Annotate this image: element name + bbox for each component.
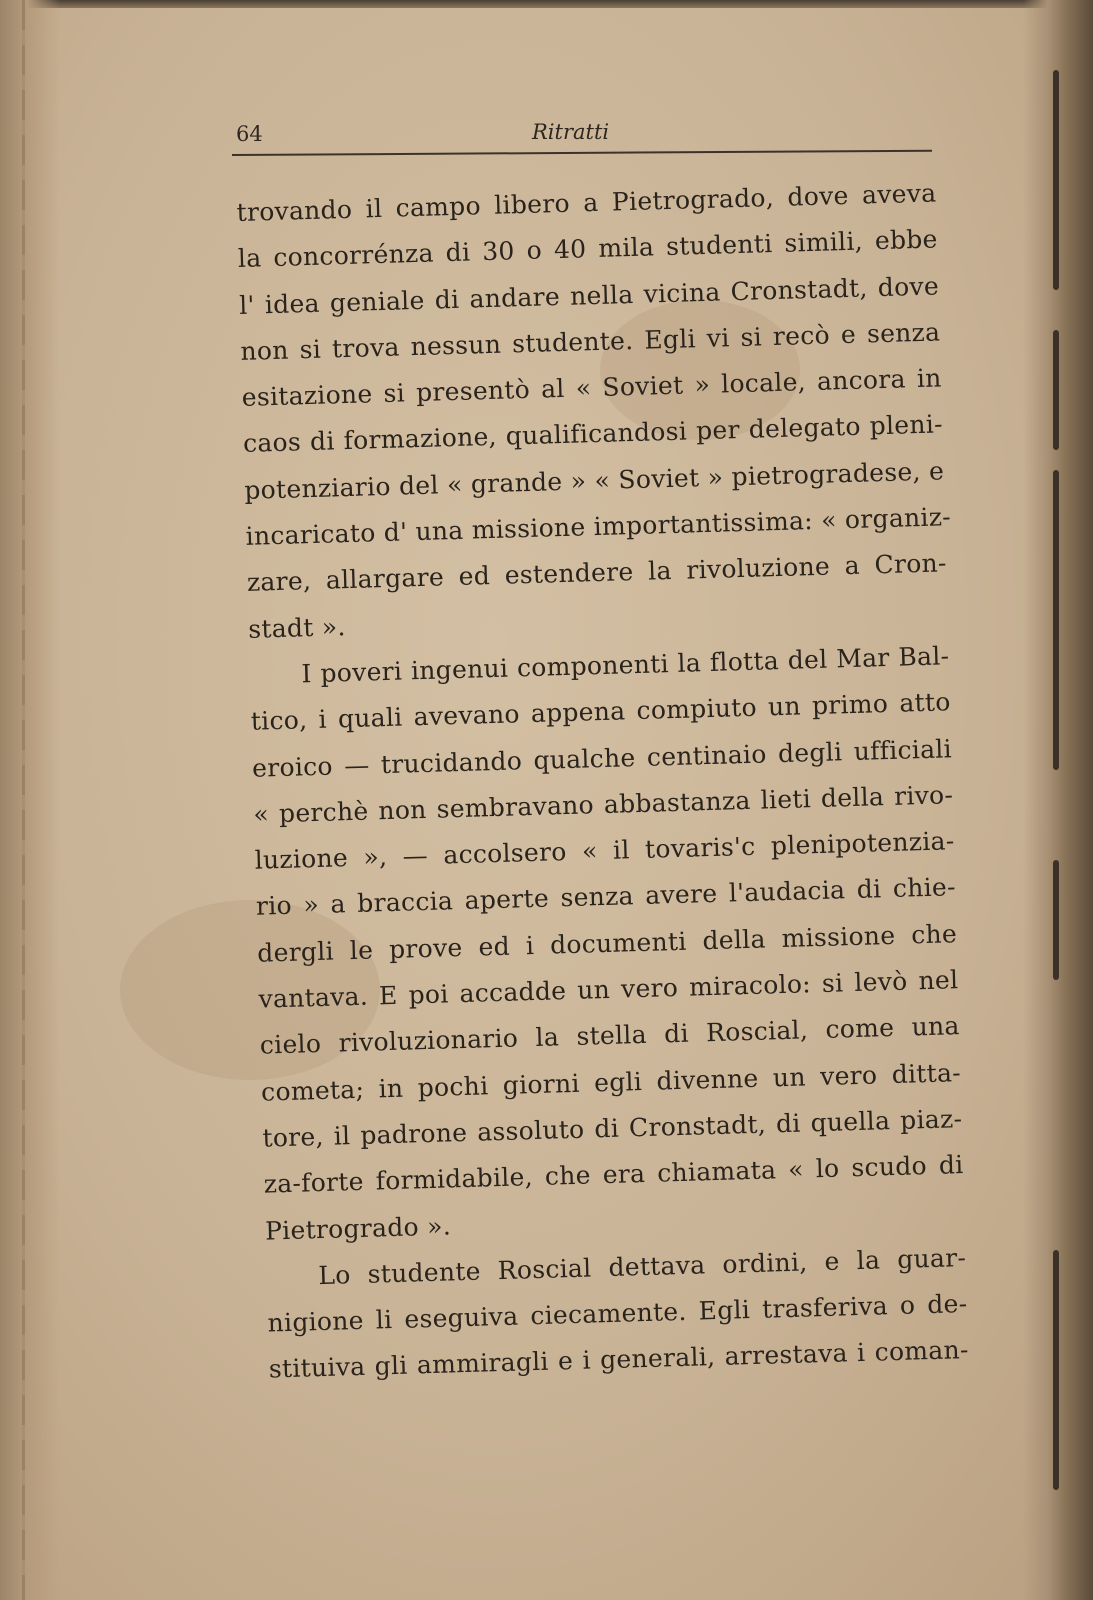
text-line: dergli le prove ed i documenti della missione che [256, 918, 958, 968]
text-line: I poveri ingenui componenti la flotta del Mar Bal- [301, 641, 950, 689]
page-torn-edge [1023, 0, 1093, 1600]
running-header [232, 118, 932, 158]
text-line: « perchè non sembravano abbastanza lieti della rivo- [253, 780, 954, 829]
tear-mark [1053, 470, 1059, 770]
running-title: Ritratti [532, 120, 610, 144]
text-line: eroico — trucidando qualche centinaio degli ufficiali [251, 733, 953, 783]
text-line: trovando il campo libero a Pietrogrado, dove aveva [236, 178, 937, 227]
text-line: incaricato d' una missione importantissima: « organiz- [245, 502, 952, 551]
text-line: l' idea geniale di andare nella vicina Cronstadt, dove [238, 271, 940, 320]
header-rule [232, 150, 932, 156]
text-line: tore, il padrone assoluto di Cronstadt, di quella piaz- [262, 1104, 963, 1153]
tear-mark [1053, 1250, 1059, 1490]
text-line: nigione li eseguiva ciecamente. Egli trasferiva o de- [267, 1289, 968, 1338]
text-line: zare, allargare ed estendere la rivoluzione a Cron- [246, 548, 948, 598]
text-line: za-forte formidabile, che era chiamata « lo scudo di [263, 1150, 964, 1199]
text-line: luzione », — accolsero « il tovaris'c plenipotenzia- [254, 826, 955, 875]
text-line: Lo studente Roscial dettava ordini, e la guar- [317, 1242, 967, 1290]
text-line: esitazione si presentò al « Soviet » locale, ancora in [241, 363, 942, 413]
tear-mark [1053, 70, 1059, 290]
text-line: tico, i quali avevano appena compiuto un primo atto [250, 687, 951, 737]
text-line: rio » a braccia aperte senza avere l'audacia di chie- [255, 872, 957, 922]
text-line: caos di formazione, qualificandosi per delegato pleni- [242, 409, 944, 459]
text-line: stadt ». [247, 611, 347, 644]
page-number: 64 [236, 122, 263, 146]
binding-stitch-line [22, 0, 25, 1600]
text-line: non si trova nessun studente. Egli vi si recò e senza [240, 317, 941, 366]
text-line: cielo rivoluzionario la stella di Roscial, come una [259, 1011, 961, 1061]
tear-mark [1053, 860, 1059, 980]
page-binding [0, 0, 60, 1600]
text-line: stituiva gli ammiragli e i generali, arrestava i coman- [268, 1335, 970, 1384]
text-line: potenziario del « grande » « Soviet » pietrogradese, e [243, 456, 945, 505]
tear-mark [1053, 330, 1059, 450]
text-line: cometa; in pochi giorni egli divenne un vero ditta- [260, 1057, 962, 1107]
text-line: Pietrogrado ». [264, 1210, 452, 1246]
body-text [236, 170, 969, 1393]
text-line: la concorrénza di 30 o 40 mila studenti simili, ebbe [237, 224, 939, 274]
text-line: vantava. E poi accadde un vero miracolo: si levò nel [258, 965, 959, 1014]
page-top-edge [0, 0, 1093, 8]
